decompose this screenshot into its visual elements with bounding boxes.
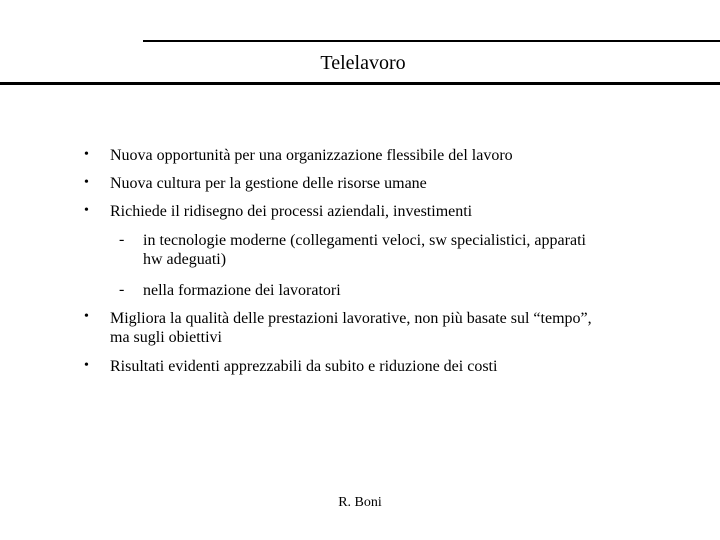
bullet-text: Migliora la qualità delle prestazioni lavorative, non più basate sul “tempo”, ma sugli obiettivi	[110, 310, 592, 346]
bullet-text: Richiede il ridisegno dei processi aziendali, investimenti	[110, 203, 473, 220]
slide-title: Telelavoro	[320, 52, 406, 74]
bullet-text: Nuova cultura per la gestione delle risorse umane	[110, 175, 427, 192]
sub-bullet-marker: -	[119, 281, 125, 298]
bullet-marker: •	[84, 358, 89, 373]
bullet-marker: •	[84, 147, 89, 162]
bullet-marker: •	[84, 203, 89, 218]
bullet-marker: •	[84, 175, 89, 190]
title-bottom-rule	[0, 82, 720, 85]
title-top-rule	[143, 40, 720, 42]
sub-bullet-text: nella formazione dei lavoratori	[143, 282, 341, 299]
bullet-text: Risultati evidenti apprezzabili da subito e riduzione dei costi	[110, 358, 498, 375]
sub-bullet-text: in tecnologie moderne (collegamenti veloci, sw specialistici, apparati hw adeguati)	[143, 232, 586, 268]
bullet-text: Nuova opportunità per una organizzazione flessibile del lavoro	[110, 147, 513, 164]
footer-author: R. Boni	[338, 495, 382, 510]
bullet-marker: •	[84, 309, 89, 324]
sub-bullet-marker: -	[119, 231, 125, 248]
